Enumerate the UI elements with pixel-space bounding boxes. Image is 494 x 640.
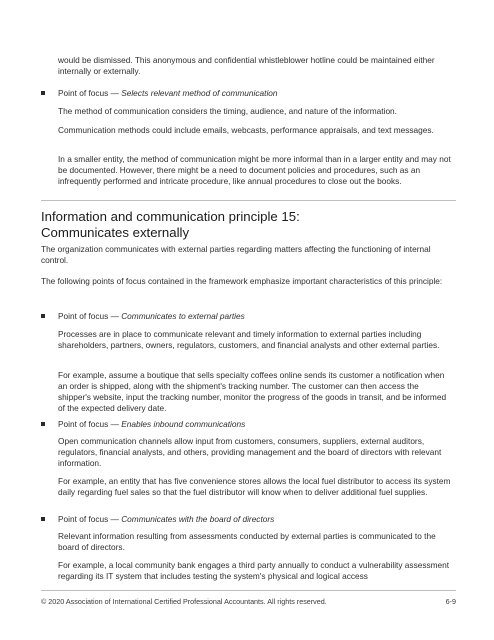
section-intro-1: The organization communicates with external parties regarding matters affecting the functioning of internal control. xyxy=(41,244,431,265)
continuation-paragraph: would be dismissed. This anonymous and confidential whistleblower hotline could be maintained either internally or externally. xyxy=(58,55,435,76)
footer-divider xyxy=(41,590,456,591)
paragraph: For example, a local community bank engages a third party annually to conduct a vulnerability assessment regarding its IT system that includes testing the system's physical and logical access xyxy=(58,560,450,581)
focus-prefix: Point of focus — xyxy=(58,419,119,429)
bullet-icon xyxy=(41,517,45,521)
focus-title: Communicates to external parties xyxy=(121,311,245,321)
paragraph: Relevant information resulting from assessments conducted by external parties is communicated to the board of directors. xyxy=(58,531,436,552)
focus-title: Communicates with the board of directors xyxy=(121,514,275,524)
paragraph: In a smaller entity, the method of communication might be more informal than in a larger entity and may not be documented. However, there might be a need to document policies and procedures, such as an infrequently performed and intricate procedure, like annual procedures to close out the books. xyxy=(58,154,451,186)
section-heading xyxy=(41,209,461,241)
heading-line-2: Communicates externally xyxy=(41,225,190,240)
paragraph: Processes are in place to communicate relevant and timely information to external parties including shareholders, partners, owners, regulators, customers, and financial analysts and other external parties. xyxy=(58,329,440,350)
focus-prefix: Point of focus — xyxy=(58,88,119,98)
page-number: 6-9 xyxy=(445,597,456,606)
bullet-icon xyxy=(41,91,45,95)
section-intro-2: The following points of focus contained in the framework emphasize important characteristics of this principle: xyxy=(41,276,443,286)
focus-prefix: Point of focus — xyxy=(58,514,119,524)
heading-line-1: Information and communication principle 15: xyxy=(41,209,300,224)
paragraph: For example, an entity that has five convenience stores allows the local fuel distributor to access its system daily regarding fuel sales so that the fuel distributor will know when to deliver additional fuel supplies. xyxy=(58,476,451,497)
focus-title: Selects relevant method of communication xyxy=(121,88,278,98)
bullet-icon xyxy=(41,422,45,426)
page-footer xyxy=(41,597,456,606)
paragraph: Communication methods could include emails, webcasts, performance appraisals, and text messages. xyxy=(58,125,434,135)
focus-title: Enables inbound communications xyxy=(121,419,246,429)
paragraph: For example, assume a boutique that sells specialty coffees online sends its customer a notification when an order is shipped, along with the shipment's tracking number. The customer can then access the shipper's website, input the tracking number, monitor the progress of the goods in transit, and be informed of the expected delivery date. xyxy=(58,370,447,413)
paragraph: Open communication channels allow input from customers, consumers, suppliers, external auditors, regulators, financial analysts, and others, providing management and the board of directors with relevant information. xyxy=(58,436,442,468)
section-divider xyxy=(41,200,456,201)
bullet-icon xyxy=(41,314,45,318)
focus-prefix: Point of focus — xyxy=(58,311,119,321)
copyright-text: © 2020 Association of International Certified Professional Accountants. All rights reserved. xyxy=(41,597,327,606)
paragraph: The method of communication considers the timing, audience, and nature of the information. xyxy=(58,106,397,116)
